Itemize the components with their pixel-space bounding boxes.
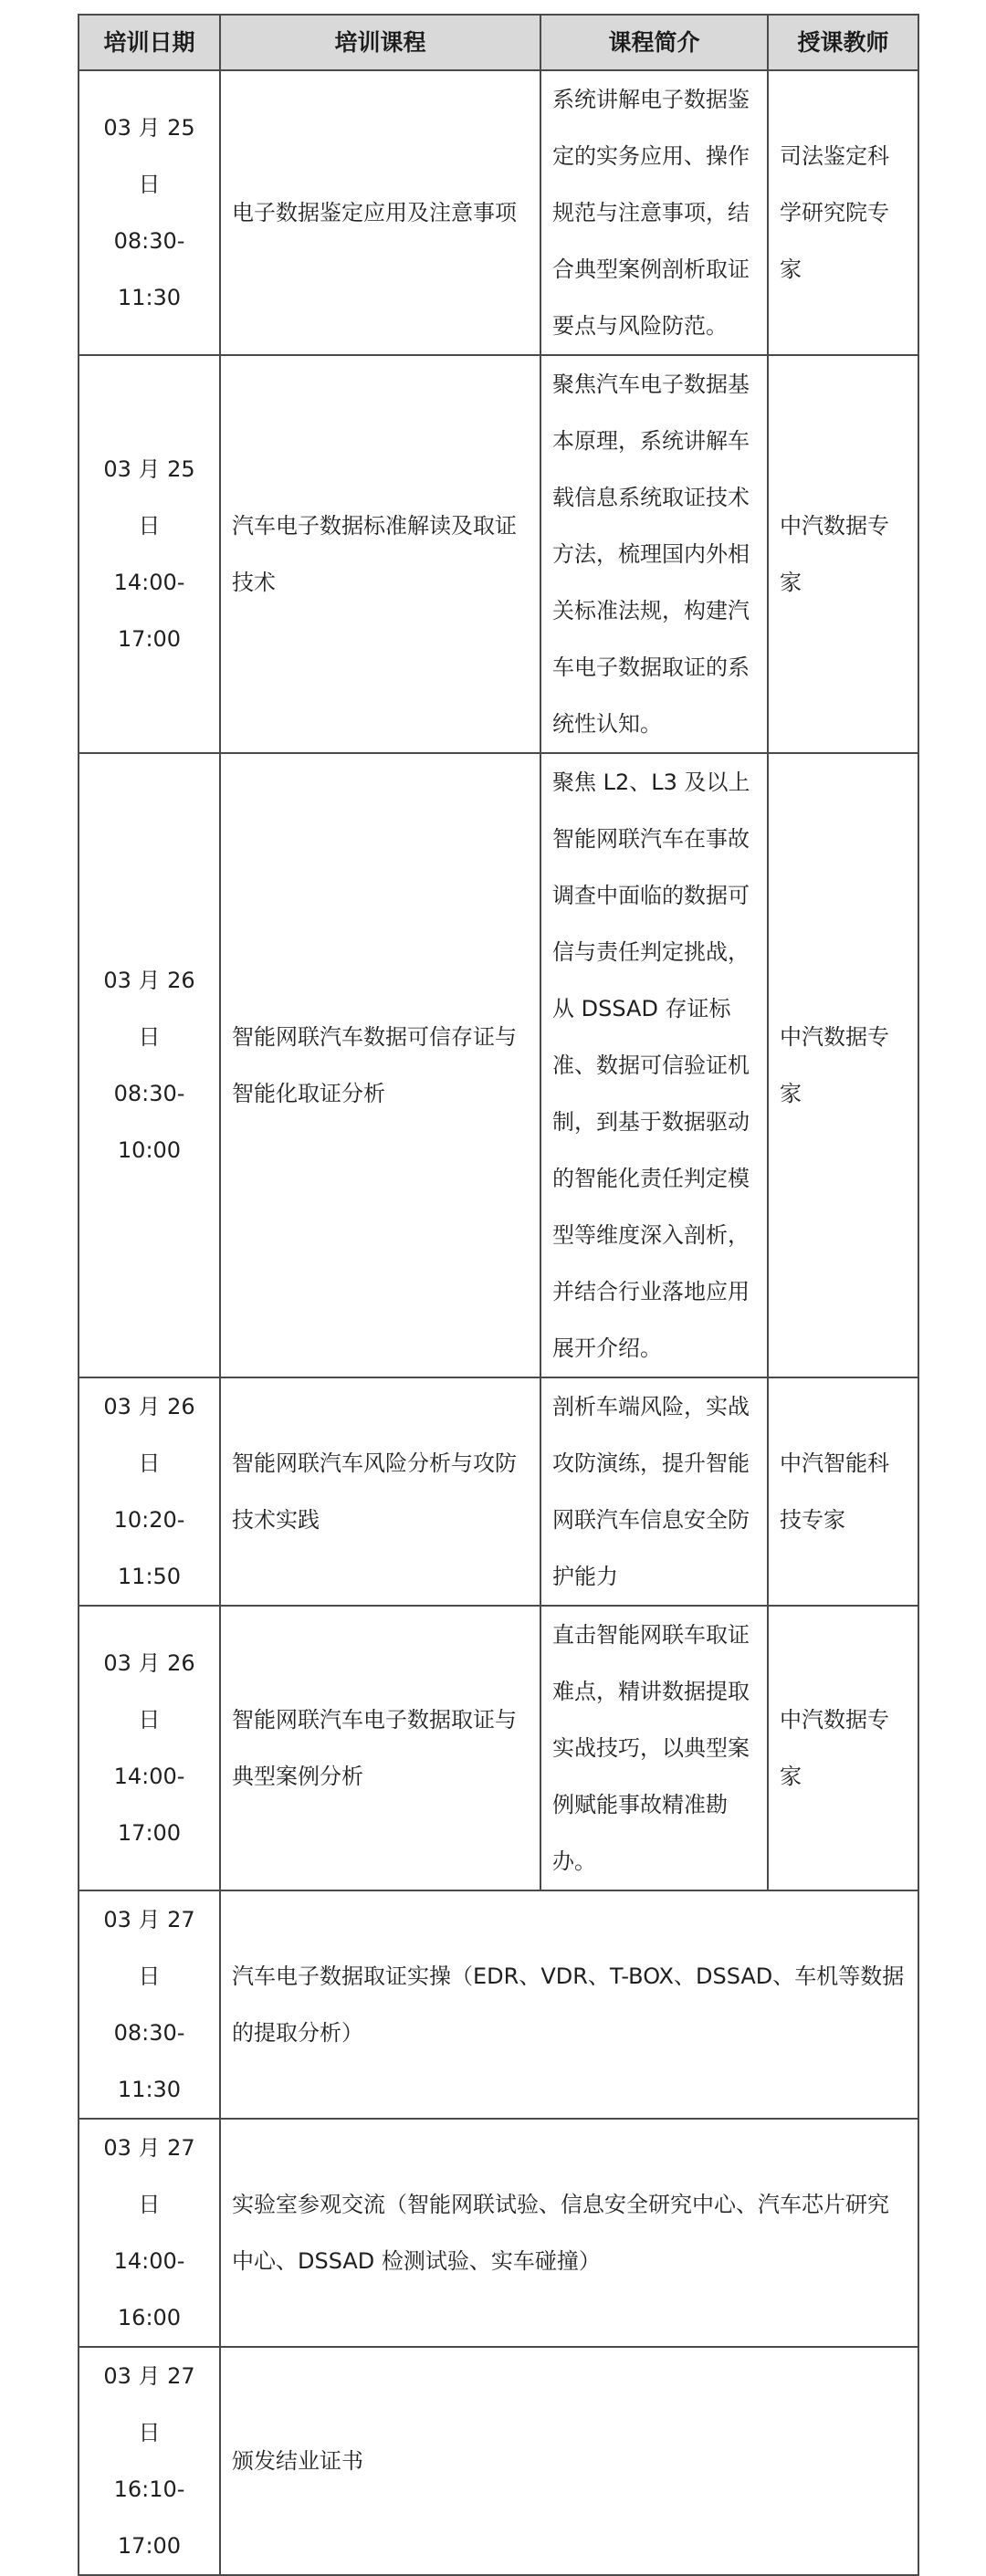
table-row-merged (79, 2347, 918, 2575)
date-cell: 03 月 25 日 14:00-17:00 (79, 355, 220, 753)
intro-cell: 聚焦 L2、L3 及以上智能网联汽车在事故调查中面临的数据可信与责任判定挑战，从 DSSAD 存证标准、数据可信验证机制，到基于数据驱动的智能化责任判定模型等维度深入剖析，并结合行业落地应用展开介绍。 (540, 753, 768, 1377)
intro-cell: 剖析车端风险，实战攻防演练，提升智能网联汽车信息安全防护能力 (540, 1377, 768, 1606)
date-cell: 03 月 26 日 08:30-10:00 (79, 753, 220, 1377)
header-teacher: 授课教师 (768, 15, 918, 70)
course-cell: 电子数据鉴定应用及注意事项 (220, 70, 540, 355)
course-cell: 智能网联汽车电子数据取证与典型案例分析 (220, 1606, 540, 1890)
date-cell: 03 月 27 日 16:10-17:00 (79, 2347, 220, 2575)
course-cell: 智能网联汽车数据可信存证与智能化取证分析 (220, 753, 540, 1377)
header-row (79, 15, 918, 70)
table-row (79, 1377, 918, 1606)
teacher-cell: 中汽智能科技专家 (768, 1377, 918, 1606)
date-cell: 03 月 27 日 08:30-11:30 (79, 1890, 220, 2119)
date-cell: 03 月 26 日 14:00-17:00 (79, 1606, 220, 1890)
course-cell: 汽车电子数据标准解读及取证技术 (220, 355, 540, 753)
teacher-cell: 中汽数据专家 (768, 753, 918, 1377)
header-intro: 课程简介 (540, 15, 768, 70)
merged-content-cell: 实验室参观交流（智能网联试验、信息安全研究中心、汽车芯片研究中心、DSSAD 检测试验、实车碰撞） (220, 2119, 918, 2347)
table-row (79, 70, 918, 355)
table-row-merged (79, 1890, 918, 2119)
intro-cell: 聚焦汽车电子数据基本原理，系统讲解车载信息系统取证技术方法，梳理国内外相关标准法规，构建汽车电子数据取证的系统性认知。 (540, 355, 768, 753)
header-date: 培训日期 (79, 15, 220, 70)
merged-content-cell: 汽车电子数据取证实操（EDR、VDR、T-BOX、DSSAD、车机等数据的提取分析） (220, 1890, 918, 2119)
table-row (79, 753, 918, 1377)
date-cell: 03 月 26 日 10:20-11:50 (79, 1377, 220, 1606)
table-row (79, 355, 918, 753)
intro-cell: 系统讲解电子数据鉴定的实务应用、操作规范与注意事项，结合典型案例剖析取证要点与风险防范。 (540, 70, 768, 355)
table-row-merged (79, 2119, 918, 2347)
intro-cell: 直击智能网联车取证难点，精讲数据提取实战技巧，以典型案例赋能事故精准勘办。 (540, 1606, 768, 1890)
teacher-cell: 中汽数据专家 (768, 355, 918, 753)
training-schedule-table (78, 14, 919, 2576)
date-cell: 03 月 25 日 08:30-11:30 (79, 70, 220, 355)
teacher-cell: 司法鉴定科学研究院专家 (768, 70, 918, 355)
header-course: 培训课程 (220, 15, 540, 70)
teacher-cell: 中汽数据专家 (768, 1606, 918, 1890)
merged-content-cell: 颁发结业证书 (220, 2347, 918, 2575)
table-row (79, 1606, 918, 1890)
date-cell: 03 月 27 日 14:00-16:00 (79, 2119, 220, 2347)
course-cell: 智能网联汽车风险分析与攻防技术实践 (220, 1377, 540, 1606)
